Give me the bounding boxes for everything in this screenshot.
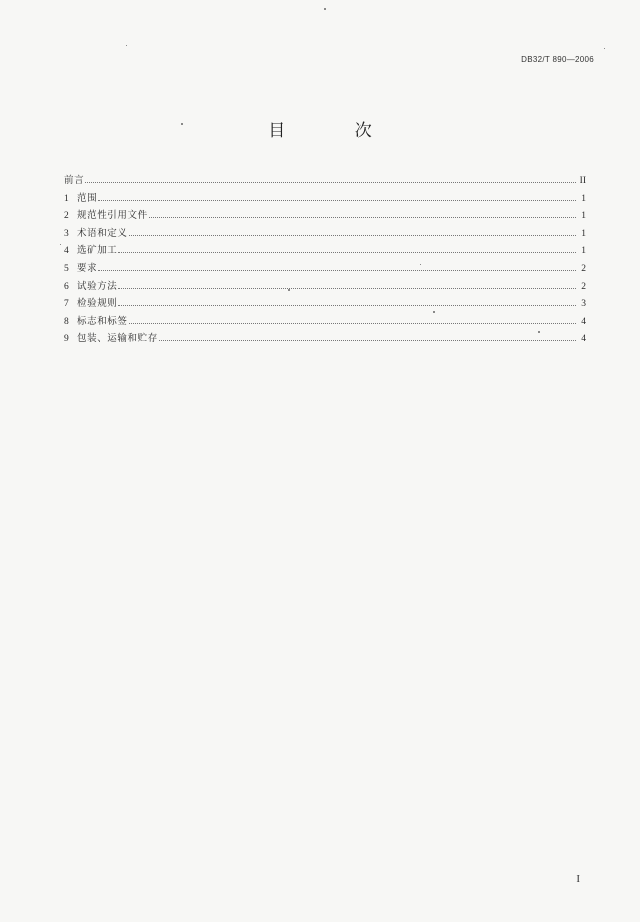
toc-entry-number: 6 — [64, 281, 69, 292]
toc-entry-number: 5 — [64, 263, 69, 274]
document-number: DB32/T 890—2006 — [521, 55, 594, 64]
dot-leader — [149, 216, 576, 218]
dot-leader — [85, 181, 576, 183]
toc-entry-page: 2 — [581, 281, 586, 292]
toc-entry-number: 1 — [64, 193, 69, 204]
toc-entry-number: 3 — [64, 228, 69, 239]
scan-speck — [420, 264, 421, 265]
toc-entry-page: 4 — [581, 316, 586, 327]
toc-entry-number: 2 — [64, 211, 69, 222]
toc-entry-page: 1 — [581, 193, 586, 204]
toc-entry-test-methods[interactable] — [64, 278, 586, 296]
toc-entry-page: 1 — [581, 246, 586, 257]
toc-entry-requirements[interactable] — [64, 260, 586, 278]
toc-entry-normative-references[interactable] — [64, 207, 586, 225]
dot-leader — [98, 269, 576, 271]
toc-entry-title: 包装、运输和贮存 — [77, 333, 158, 345]
toc-entry-marking-labeling[interactable] — [64, 313, 586, 331]
toc-entry-page: 4 — [581, 334, 586, 345]
toc-entry-foreword[interactable] — [64, 172, 586, 190]
dot-leader — [118, 287, 576, 289]
dot-leader — [118, 304, 576, 306]
scan-speck — [433, 311, 435, 313]
toc-entry-number: 8 — [64, 316, 69, 327]
toc-entry-title: 标志和标签 — [77, 315, 128, 327]
page-number: I — [576, 873, 580, 885]
scan-speck — [60, 244, 61, 245]
scan-speck — [538, 331, 540, 333]
toc-title: 目 次 — [268, 121, 404, 141]
toc-entry-packaging-transport-storage[interactable] — [64, 330, 586, 348]
toc-entry-number: 4 — [64, 246, 69, 257]
toc-entry-title: 选矿加工 — [77, 245, 118, 257]
toc-entry-title: 检验规则 — [77, 298, 118, 310]
toc-entry-page: 1 — [581, 228, 586, 239]
dot-leader — [129, 322, 576, 324]
scan-speck — [604, 48, 605, 49]
toc-entry-title: 范围 — [77, 192, 98, 204]
scan-speck — [126, 45, 127, 46]
table-of-contents — [64, 172, 586, 348]
dot-leader — [129, 234, 576, 236]
toc-entry-scope[interactable] — [64, 190, 586, 208]
toc-entry-page: 2 — [581, 263, 586, 274]
toc-entry-title: 术语和定义 — [77, 227, 128, 239]
toc-entry-number: 9 — [64, 334, 69, 345]
toc-entry-page: 3 — [581, 299, 586, 310]
toc-entry-inspection-rules[interactable] — [64, 295, 586, 313]
toc-entry-title: 规范性引用文件 — [77, 210, 148, 222]
toc-entry-title: 前言 — [64, 175, 85, 186]
dot-leader — [159, 339, 576, 341]
toc-entry-ore-processing[interactable] — [64, 242, 586, 260]
toc-entry-page: 1 — [581, 211, 586, 222]
dot-leader — [118, 251, 576, 253]
dot-leader — [98, 199, 576, 201]
scan-speck — [288, 289, 290, 291]
toc-entry-page: II — [579, 176, 586, 186]
scan-speck — [181, 123, 183, 125]
toc-entry-terms-definitions[interactable] — [64, 225, 586, 243]
toc-entry-number: 7 — [64, 299, 69, 310]
toc-entry-title: 试验方法 — [77, 280, 118, 292]
toc-entry-title: 要求 — [77, 262, 98, 274]
scan-speck — [324, 8, 326, 10]
